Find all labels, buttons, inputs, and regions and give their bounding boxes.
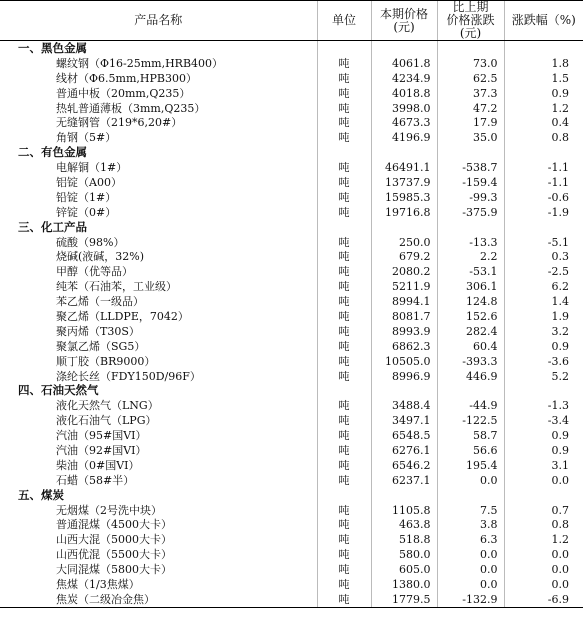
section-row: [0, 488, 583, 503]
pct-cell: 0.0: [504, 473, 583, 488]
section-title: 二、有色金属: [18, 145, 87, 160]
change-cell: 0.0: [437, 473, 504, 488]
change-cell: 152.6: [437, 309, 504, 324]
price-cell: 679.2: [371, 249, 437, 264]
unit-cell: 吨: [317, 115, 371, 130]
pct-cell: 0.7: [504, 503, 583, 518]
table-row: [0, 71, 583, 86]
price-cell: 3998.0: [371, 101, 437, 116]
header-change: [437, 1, 504, 41]
empty-cell: [504, 41, 583, 56]
header-unit: 单位: [317, 1, 371, 41]
unit-cell: 吨: [317, 101, 371, 116]
unit-cell: 吨: [317, 577, 371, 592]
table-row: [0, 309, 583, 324]
change-cell: -132.9: [437, 592, 504, 607]
empty-cell: [437, 488, 504, 503]
product-name-cell: 聚丙烯（T30S）: [56, 324, 140, 338]
pct-cell: -2.5: [504, 264, 583, 279]
product-name-cell: 顺丁胶（BR9000）: [56, 354, 156, 368]
price-cell: 10505.0: [371, 354, 437, 369]
section-row: [0, 145, 583, 160]
section-row: [0, 383, 583, 398]
unit-cell: 吨: [317, 354, 371, 369]
pct-cell: 6.2: [504, 279, 583, 294]
section-title: 五、煤炭: [18, 487, 64, 502]
pct-cell: 1.9: [504, 309, 583, 324]
unit-cell: 吨: [317, 190, 371, 205]
header-name: 产品名称: [0, 1, 317, 41]
price-cell: 4061.8: [371, 56, 437, 71]
change-cell: 62.5: [437, 71, 504, 86]
pct-cell: 1.2: [504, 101, 583, 116]
pct-cell: 0.3: [504, 249, 583, 264]
product-name-cell: 螺纹钢（Φ16-25mm,HRB400）: [56, 56, 224, 70]
change-cell: 56.6: [437, 443, 504, 458]
header-price-line2: (元): [393, 19, 415, 34]
unit-cell: 吨: [317, 413, 371, 428]
empty-cell: [371, 488, 437, 503]
change-cell: 58.7: [437, 428, 504, 443]
pct-cell: -3.4: [504, 413, 583, 428]
change-cell: -99.3: [437, 190, 504, 205]
empty-cell: [371, 41, 437, 56]
pct-cell: -1.3: [504, 398, 583, 413]
price-cell: 4234.9: [371, 71, 437, 86]
unit-cell: 吨: [317, 160, 371, 175]
pct-cell: 0.8: [504, 130, 583, 145]
product-name-cell: 角钢（5#）: [56, 131, 117, 145]
product-name-cell: 无缝钢管（219*6,20#）: [56, 116, 183, 130]
product-name-cell: 聚氯乙烯（SG5）: [56, 339, 146, 353]
table-row: [0, 443, 583, 458]
change-cell: 73.0: [437, 56, 504, 71]
unit-cell: 吨: [317, 235, 371, 250]
product-name-cell: 聚乙烯（LLDPE，7042）: [56, 309, 189, 323]
unit-cell: 吨: [317, 56, 371, 71]
table-row: [0, 518, 583, 533]
price-cell: 1380.0: [371, 577, 437, 592]
pct-cell: 0.9: [504, 428, 583, 443]
product-name-cell: 山西大混（5000大卡）: [56, 533, 172, 547]
section-title: 四、石油天然气: [18, 383, 99, 398]
product-name-cell: 烧碱(液碱，32%): [56, 250, 145, 264]
product-name-cell: 无烟煤（2号洗中块）: [56, 503, 162, 517]
change-cell: 6.3: [437, 532, 504, 547]
table-row: [0, 264, 583, 279]
price-cell: 2080.2: [371, 264, 437, 279]
product-name-cell: 普通中板（20mm,Q235）: [56, 86, 191, 100]
product-name-cell: 汽油（92#国VI）: [56, 443, 147, 457]
empty-cell: [317, 41, 371, 56]
unit-cell: 吨: [317, 369, 371, 384]
unit-cell: 吨: [317, 592, 371, 607]
product-name-cell: 焦炭（二级冶金焦）: [0, 592, 317, 607]
price-cell: 19716.8: [371, 205, 437, 220]
table-row: [0, 324, 583, 339]
unit-cell: 吨: [317, 279, 371, 294]
table-row: [0, 398, 583, 413]
table-body: [0, 41, 583, 608]
pct-cell: -5.1: [504, 235, 583, 250]
table-row: [0, 413, 583, 428]
pct-cell: 1.5: [504, 71, 583, 86]
empty-cell: [504, 488, 583, 503]
pct-cell: 5.2: [504, 369, 583, 384]
change-cell: 3.8: [437, 518, 504, 533]
pct-cell: 0.8: [504, 518, 583, 533]
price-cell: 580.0: [371, 547, 437, 562]
price-cell: 1779.5: [371, 592, 437, 607]
change-cell: -13.3: [437, 235, 504, 250]
product-name-cell: 山西优混（5500大卡）: [56, 548, 172, 562]
unit-cell: 吨: [317, 518, 371, 533]
empty-cell: [504, 145, 583, 160]
product-name-cell: 纯苯（石油苯，工业级）: [56, 280, 177, 294]
table-row: [0, 369, 583, 384]
table-row: [0, 458, 583, 473]
table-row: [0, 428, 583, 443]
pct-cell: -1.1: [504, 160, 583, 175]
price-cell: 6862.3: [371, 339, 437, 354]
table-row: [0, 86, 583, 101]
table-row: [0, 354, 583, 369]
price-cell: 605.0: [371, 562, 437, 577]
product-name-cell: 柴油（0#国VI）: [56, 458, 140, 472]
header-pct: 涨跌幅（%): [504, 1, 583, 41]
empty-cell: [504, 383, 583, 398]
price-cell: 46491.1: [371, 160, 437, 175]
header-price-line1: 本期价格: [379, 6, 428, 21]
price-cell: 8994.1: [371, 294, 437, 309]
header-change-line2: 价格涨跌: [446, 13, 495, 27]
table-row: [0, 339, 583, 354]
unit-cell: 吨: [317, 71, 371, 86]
table-row: [0, 175, 583, 190]
product-name-cell: 普通混煤（4500大卡）: [56, 518, 172, 532]
product-name-cell: 液化石油气（LPG）: [56, 414, 157, 428]
empty-cell: [371, 220, 437, 235]
price-cell: 8996.9: [371, 369, 437, 384]
change-cell: -393.3: [437, 354, 504, 369]
unit-cell: 吨: [317, 249, 371, 264]
product-name-cell: 苯乙烯（一级品）: [56, 295, 144, 309]
price-cell: 13737.9: [371, 175, 437, 190]
empty-cell: [371, 145, 437, 160]
table-row: [0, 532, 583, 547]
empty-cell: [437, 145, 504, 160]
change-cell: -538.7: [437, 160, 504, 175]
pct-cell: 0.0: [504, 562, 583, 577]
pct-cell: 0.9: [504, 339, 583, 354]
price-cell: 6546.2: [371, 458, 437, 473]
product-name-cell: 电解铜（1#）: [56, 161, 128, 175]
price-cell: 4018.8: [371, 86, 437, 101]
unit-cell: 吨: [317, 503, 371, 518]
product-name-cell: 铝锭（A00）: [56, 175, 122, 189]
change-cell: 0.0: [437, 547, 504, 562]
change-cell: -44.9: [437, 398, 504, 413]
table-row: [0, 592, 583, 607]
section-row: [0, 41, 583, 56]
product-name-cell: 硫酸（98%）: [56, 235, 125, 249]
change-cell: 2.2: [437, 249, 504, 264]
price-cell: 4196.9: [371, 130, 437, 145]
unit-cell: 吨: [317, 398, 371, 413]
unit-cell: 吨: [317, 309, 371, 324]
table-row: [0, 115, 583, 130]
table-row: [0, 101, 583, 116]
change-cell: 0.0: [437, 562, 504, 577]
table-row: [0, 160, 583, 175]
change-cell: 446.9: [437, 369, 504, 384]
price-cell: 518.8: [371, 532, 437, 547]
table-row: [0, 473, 583, 488]
change-cell: 7.5: [437, 503, 504, 518]
price-cell: 6276.1: [371, 443, 437, 458]
section-title: 三、化工产品: [18, 219, 87, 234]
unit-cell: 吨: [317, 130, 371, 145]
product-name-cell: 涤纶长丝（FDY150D/96F）: [56, 369, 201, 383]
change-cell: -375.9: [437, 205, 504, 220]
product-name-cell: 铅锭（1#）: [56, 190, 117, 204]
pct-cell: 1.8: [504, 56, 583, 71]
change-cell: -122.5: [437, 413, 504, 428]
table-row: [0, 205, 583, 220]
change-cell: 37.3: [437, 86, 504, 101]
section-title: 一、黑色金属: [18, 40, 87, 55]
price-cell: 8081.7: [371, 309, 437, 324]
pct-cell: -1.9: [504, 205, 583, 220]
price-cell: 250.0: [371, 235, 437, 250]
pct-cell: 0.9: [504, 443, 583, 458]
pct-cell: 1.4: [504, 294, 583, 309]
table-row: [0, 562, 583, 577]
price-cell: 3488.4: [371, 398, 437, 413]
unit-cell: 吨: [317, 264, 371, 279]
table-row: [0, 294, 583, 309]
empty-cell: [437, 220, 504, 235]
price-cell: 3497.1: [371, 413, 437, 428]
pct-cell: 0.0: [504, 547, 583, 562]
unit-cell: 吨: [317, 324, 371, 339]
table-header: [0, 1, 583, 41]
change-cell: 17.9: [437, 115, 504, 130]
change-cell: 306.1: [437, 279, 504, 294]
product-name-cell: 焦煤（1/3焦煤）: [56, 578, 140, 591]
unit-cell: 吨: [317, 547, 371, 562]
table-row: [0, 547, 583, 562]
price-cell: 4673.3: [371, 115, 437, 130]
product-name-cell: 热轧普通薄板（3mm,Q235）: [56, 101, 206, 115]
unit-cell: 吨: [317, 175, 371, 190]
unit-cell: 吨: [317, 294, 371, 309]
pct-cell: 0.4: [504, 115, 583, 130]
header-price: [371, 1, 437, 41]
empty-cell: [437, 41, 504, 56]
table-row: [0, 130, 583, 145]
table-row: [0, 503, 583, 518]
pct-cell: -1.1: [504, 175, 583, 190]
unit-cell: 吨: [317, 473, 371, 488]
unit-cell: 吨: [317, 532, 371, 547]
unit-cell: 吨: [317, 443, 371, 458]
product-name-cell: 石蜡（58#半）: [56, 473, 135, 487]
empty-cell: [504, 220, 583, 235]
price-cell: 1105.8: [371, 503, 437, 518]
product-name-cell: 锌锭（0#）: [56, 205, 117, 219]
price-cell: 6548.5: [371, 428, 437, 443]
change-cell: -53.1: [437, 264, 504, 279]
table-row: [0, 577, 583, 592]
product-name-cell: 液化天然气（LNG）: [56, 399, 159, 413]
pct-cell: -0.6: [504, 190, 583, 205]
pct-cell: 0.0: [504, 577, 583, 592]
empty-cell: [371, 383, 437, 398]
empty-cell: [317, 220, 371, 235]
empty-cell: [437, 383, 504, 398]
price-cell: 15985.3: [371, 190, 437, 205]
unit-cell: 吨: [317, 562, 371, 577]
empty-cell: [317, 488, 371, 503]
price-cell: 6237.1: [371, 473, 437, 488]
section-row: [0, 220, 583, 235]
pct-cell: 1.2: [504, 532, 583, 547]
product-name-cell: 大同混煤（5800大卡）: [56, 563, 172, 577]
change-cell: 60.4: [437, 339, 504, 354]
change-cell: 47.2: [437, 101, 504, 116]
price-cell: 5211.9: [371, 279, 437, 294]
unit-cell: 吨: [317, 428, 371, 443]
empty-cell: [317, 383, 371, 398]
table-row: [0, 56, 583, 71]
table-row: [0, 279, 583, 294]
price-cell: 8993.9: [371, 324, 437, 339]
table-row: [0, 190, 583, 205]
product-name-cell: 甲醇（优等品）: [56, 265, 133, 279]
table-row: [0, 249, 583, 264]
change-cell: 35.0: [437, 130, 504, 145]
product-name-cell: 线材（Φ6.5mm,HPB300）: [56, 71, 197, 85]
change-cell: -159.4: [437, 175, 504, 190]
unit-cell: 吨: [317, 86, 371, 101]
unit-cell: 吨: [317, 458, 371, 473]
product-name-cell: 汽油（95#国VI）: [56, 429, 147, 443]
pct-cell: 0.9: [504, 86, 583, 101]
table-row: [0, 235, 583, 250]
pct-cell: -6.9: [504, 592, 583, 607]
unit-cell: 吨: [317, 339, 371, 354]
pct-cell: -3.6: [504, 354, 583, 369]
change-cell: 195.4: [437, 458, 504, 473]
empty-cell: [317, 145, 371, 160]
pct-cell: 3.1: [504, 458, 583, 473]
header-change-line3: (元): [459, 26, 482, 40]
change-cell: 124.8: [437, 294, 504, 309]
unit-cell: 吨: [317, 205, 371, 220]
pct-cell: 3.2: [504, 324, 583, 339]
change-cell: 282.4: [437, 324, 504, 339]
header-change-line1: 比上期: [452, 0, 489, 14]
change-cell: 0.0: [437, 577, 504, 592]
price-cell: 463.8: [371, 518, 437, 533]
